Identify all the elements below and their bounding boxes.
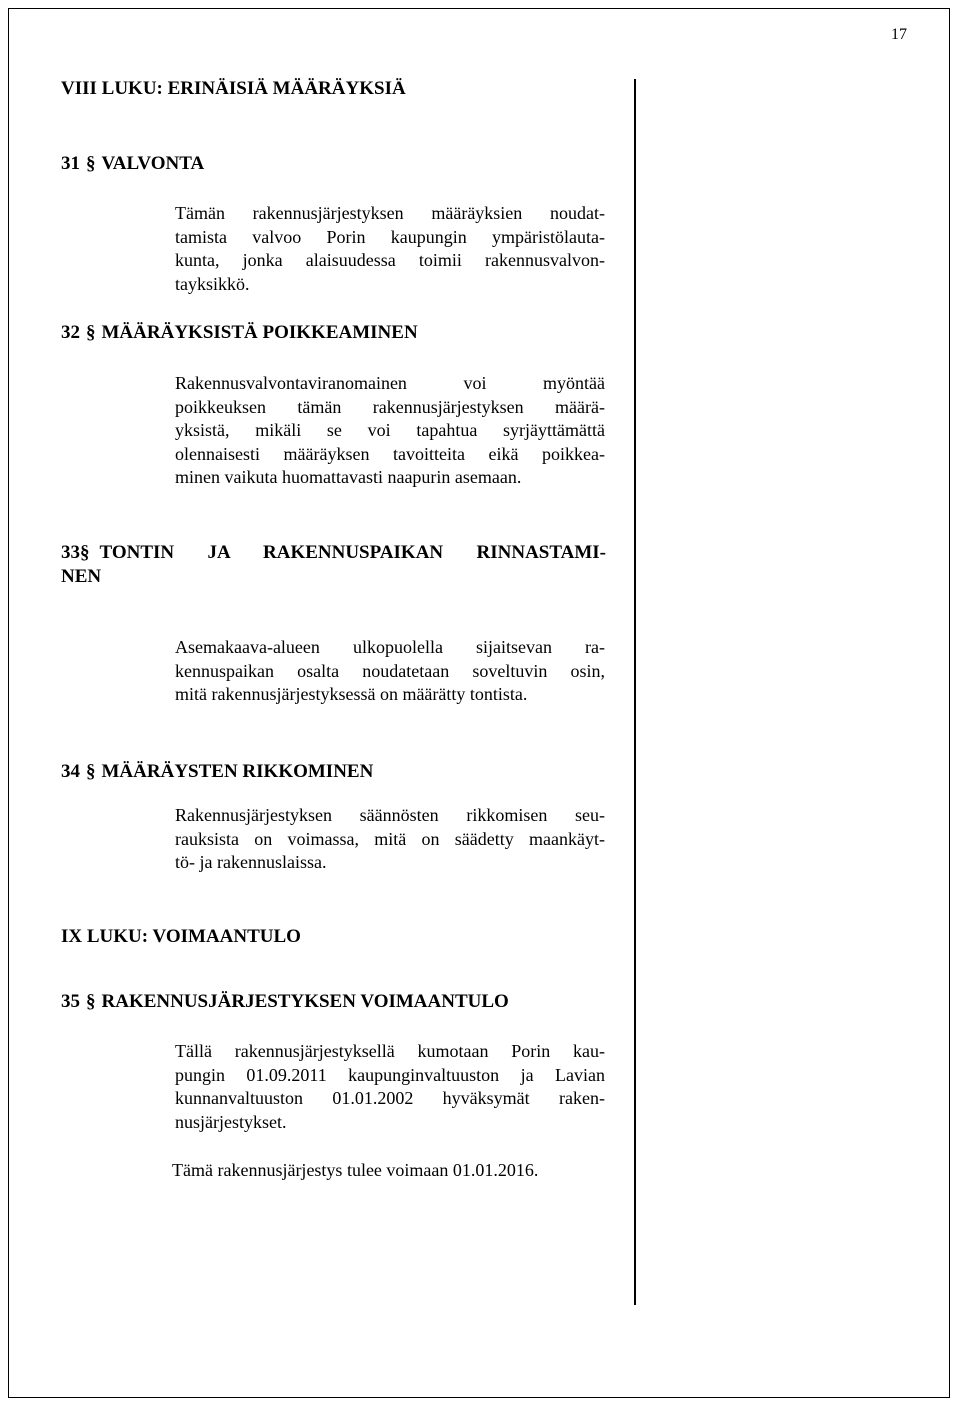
section-number: 35: [61, 991, 80, 1012]
text-line: mitä rakennusjärjestyksessä on määrätty tontista.: [175, 684, 528, 704]
section-number: 33: [61, 542, 80, 563]
section-32-text: [175, 372, 605, 490]
text-line: kennuspaikan osalta noudatetaan soveltuvin osin,: [175, 660, 605, 681]
section-35-heading: [61, 990, 509, 1014]
document-page: [8, 8, 950, 1398]
text-line: nusjärjestykset.: [175, 1111, 287, 1132]
section-title-line-2: NEN: [61, 566, 102, 587]
text-line: Rakennusvalvontaviranomainen voi myöntää: [175, 373, 605, 393]
text-line: Asemakaava-alueen ulkopuolella sijaitsevan ra-: [175, 637, 605, 657]
text-line: rauksista on voimassa, mitä on säädetty maankäyt-: [175, 828, 605, 849]
text-line: yksistä, mikäli se voi tapahtua syrjäyttämättä: [175, 420, 605, 440]
text-line: minen vaikuta huomattavasti naapurin asemaan.: [175, 467, 522, 487]
page-number: 17: [891, 26, 907, 43]
section-sign: §: [86, 761, 96, 782]
text-line: tamista valvoo Porin kaupungin ympäristölauta-: [175, 226, 605, 247]
section-title: RAKENNUSJÄRJESTYKSEN VOIMAANTULO: [101, 991, 509, 1012]
text-line: pungin 01.09.2011 kaupunginvaltuuston ja Lavian: [175, 1064, 605, 1085]
column-divider: [634, 79, 636, 1305]
section-number: 34: [61, 761, 80, 782]
section-sign: §: [80, 542, 90, 563]
section-number: 31: [61, 153, 80, 174]
text-line: poikkeuksen tämän rakennusjärjestyksen määrä-: [175, 396, 605, 417]
effective-date-line: Tämä rakennusjärjestys tulee voimaan 01.01.2016.: [172, 1160, 539, 1180]
section-31-heading: [61, 152, 204, 176]
section-title: VALVONTA: [101, 153, 205, 174]
chapter-9-heading: IX LUKU: VOIMAANTULO: [61, 926, 301, 947]
section-title: MÄÄRÄYSTEN RIKKOMINEN: [101, 761, 374, 782]
section-35-text: [175, 1040, 605, 1134]
section-number: 32: [61, 322, 80, 343]
section-33-text: [175, 636, 605, 707]
section-34-heading: [61, 760, 373, 784]
section-sign: §: [86, 991, 96, 1012]
text-line: Rakennusjärjestyksen säännösten rikkomisen seu-: [175, 805, 605, 825]
section-34-text: [175, 804, 605, 875]
text-line: kunnanvaltuuston 01.01.2002 hyväksymät raken-: [175, 1088, 605, 1108]
section-32-heading: [61, 321, 418, 345]
section-title: MÄÄRÄYKSISTÄ POIKKEAMINEN: [101, 322, 418, 343]
section-sign: §: [86, 322, 96, 343]
section-sign: §: [86, 153, 96, 174]
chapter-8-heading: VIII LUKU: ERINÄISIÄ MÄÄRÄYKSIÄ: [61, 78, 406, 99]
text-line: olennaisesti määräyksen tavoitteita eikä poikkea-: [175, 443, 605, 464]
text-line: kunta, jonka alaisuudessa toimii rakennusvalvon-: [175, 250, 605, 270]
text-line: Tällä rakennusjärjestyksellä kumotaan Porin kau-: [175, 1041, 605, 1061]
section-title-line-1: TONTIN JA RAKENNUSPAIKAN RINNASTAMI-: [99, 542, 606, 563]
text-line: tayksikkö.: [175, 273, 250, 294]
section-31-text: [175, 202, 605, 296]
section-33-heading: [61, 541, 606, 589]
text-line: tö- ja rakennuslaissa.: [175, 852, 327, 872]
text-line: Tämän rakennusjärjestyksen määräyksien noudat-: [175, 203, 605, 223]
